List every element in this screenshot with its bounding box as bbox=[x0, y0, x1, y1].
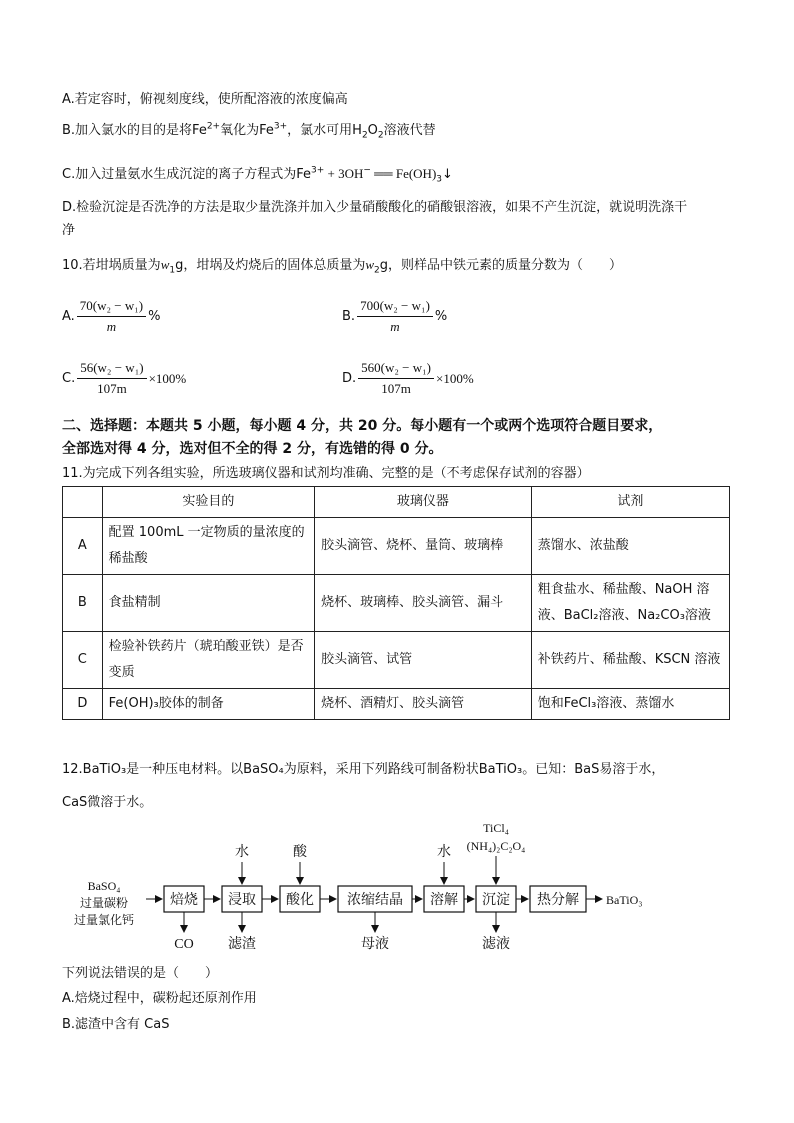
table-row bbox=[63, 575, 730, 632]
table-header-cell bbox=[63, 487, 103, 518]
q12-stem-line1: 12.BaTiO₃是一种压电材料。以BaSO₄为原料，采用下列路线可制备粉状BaTiO₃。已知：BaS易溶于水， bbox=[62, 762, 665, 777]
q12-stem-line2: CaS微溶于水。 bbox=[62, 795, 153, 810]
q12-option-b: B.滤渣中含有 CaS bbox=[62, 1017, 170, 1032]
row-label: B bbox=[63, 575, 103, 632]
q9-option-b: B.加入氯水的目的是将$Fe^{2+}$氧化为$Fe^{3+}$，氯水可用$H_2O_2$溶液代替 bbox=[62, 121, 436, 141]
q10-option-a: A. $\frac{\text{70(w₂ − w₁)}}{m}$ % bbox=[62, 298, 161, 334]
q9-option-c: C.加入过量氨水生成沉淀的离子方程式为$Fe^{3+} + 3OH^-$ ══ $Fe(OH)_3↓$ bbox=[62, 165, 453, 185]
q9-option-d-line2: 净 bbox=[62, 223, 76, 238]
table-header-row bbox=[63, 487, 730, 518]
purpose-cell: Fe(OH)₃胶体的制备 bbox=[102, 689, 315, 720]
q10-option-d: D. $\frac{\text{560(w₂ − w₁)}}{107m}$ ×100% bbox=[342, 360, 474, 396]
flow-step-crystallize-label: 浓缩结晶 bbox=[347, 893, 403, 908]
process-flow-diagram bbox=[62, 820, 730, 960]
flow-reagent-water-1: 水 bbox=[235, 845, 249, 860]
row-label: D bbox=[63, 689, 103, 720]
flow-output-co: CO bbox=[174, 937, 194, 952]
flow-output-residue: 滤渣 bbox=[228, 937, 256, 952]
flow-reagent-ticl4: TiCl₄ bbox=[483, 821, 509, 835]
q11-table bbox=[62, 486, 730, 720]
table-header-cell: 实验目的 bbox=[102, 487, 315, 518]
glassware-cell: 胶头滴管、试管 bbox=[315, 632, 532, 689]
q10-option-c: C. $\frac{\text{56(w₂ − w₁)}}{107m}$ ×100% bbox=[62, 360, 187, 396]
q10-option-b: B. $\frac{\text{700(w₂ − w₁)}}{m}$ % bbox=[342, 298, 448, 334]
flow-step-leach-label: 浸取 bbox=[228, 893, 256, 908]
row-label: C bbox=[63, 632, 103, 689]
table-row bbox=[63, 518, 730, 575]
q9-option-d-line1: D.检验沉淀是否洗净的方法是取少量洗涤并加入少量硝酸酸化的硝酸银溶液，如果不产生沉淀，就说明洗涤干 bbox=[62, 200, 688, 215]
flow-reagent-water-2: 水 bbox=[437, 845, 451, 860]
purpose-cell: 食盐精制 bbox=[102, 575, 315, 632]
glassware-cell: 烧杯、玻璃棒、胶头滴管、漏斗 bbox=[315, 575, 532, 632]
table-header-cell: 玻璃仪器 bbox=[315, 487, 532, 518]
table-row bbox=[63, 632, 730, 689]
table-row bbox=[63, 689, 730, 720]
flow-output-filtrate: 滤液 bbox=[482, 937, 510, 952]
section2-heading-line1: 二、选择题：本题共 5 小题，每小题 4 分，共 20 分。每小题有一个或两个选项符合题目要求， bbox=[62, 418, 663, 434]
flow-step-decompose-label: 热分解 bbox=[537, 893, 579, 908]
q12-question: 下列说法错误的是（ ） bbox=[62, 966, 219, 981]
q10-stem: 10.若坩埚质量为$w_1g$，坩埚及灼烧后的固体总质量为$w_2g$，则样品中铁元素的质量分数为（ ） bbox=[62, 257, 623, 276]
glassware-cell: 胶头滴管、烧杯、量筒、玻璃棒 bbox=[315, 518, 532, 575]
purpose-cell: 配置 100mL 一定物质的量浓度的稀盐酸 bbox=[102, 518, 315, 575]
flow-output-mother-liquor: 母液 bbox=[361, 937, 389, 952]
q12-option-a: A.焙烧过程中，碳粉起还原剂作用 bbox=[62, 991, 257, 1006]
reagent-cell: 蒸馏水、浓盐酸 bbox=[531, 518, 729, 575]
table-header-cell: 试剂 bbox=[531, 487, 729, 518]
flow-step-precipitate-label: 沉淀 bbox=[482, 893, 510, 908]
flow-input-carbon: 过量碳粉 bbox=[79, 896, 129, 910]
reagent-cell: 饱和FeCl₃溶液、蒸馏水 bbox=[531, 689, 729, 720]
row-label: A bbox=[63, 518, 103, 575]
purpose-cell: 检验补铁药片（琥珀酸亚铁）是否变质 bbox=[102, 632, 315, 689]
flow-step-roast-label: 焙烧 bbox=[170, 893, 198, 908]
flow-step-acidify-label: 酸化 bbox=[286, 893, 314, 908]
q11-stem: 11.为完成下列各组实验，所选玻璃仪器和试剂均准确、完整的是（不考虑保存试剂的容器） bbox=[62, 466, 590, 481]
flow-input-cacl2: 过量氯化钙 bbox=[73, 913, 135, 927]
flow-product: BaTiO₃ bbox=[606, 893, 643, 907]
glassware-cell: 烧杯、酒精灯、胶头滴管 bbox=[315, 689, 532, 720]
flow-input-baso4: BaSO₄ bbox=[87, 879, 121, 893]
q9-option-a: A.若定容时，俯视刻度线，使所配溶液的浓度偏高 bbox=[62, 92, 348, 107]
flow-reagent-acid: 酸 bbox=[293, 845, 307, 860]
reagent-cell: 粗食盐水、稀盐酸、NaOH 溶液、BaCl₂溶液、Na₂CO₃溶液 bbox=[531, 575, 729, 632]
section2-heading-line2: 全部选对得 4 分，选对但不全的得 2 分，有选错的得 0 分。 bbox=[62, 441, 443, 457]
flow-step-dissolve-label: 溶解 bbox=[430, 893, 458, 908]
flow-reagent-oxalate: (NH₄)₂C₂O₄ bbox=[466, 839, 526, 853]
reagent-cell: 补铁药片、稀盐酸、KSCN 溶液 bbox=[531, 632, 729, 689]
